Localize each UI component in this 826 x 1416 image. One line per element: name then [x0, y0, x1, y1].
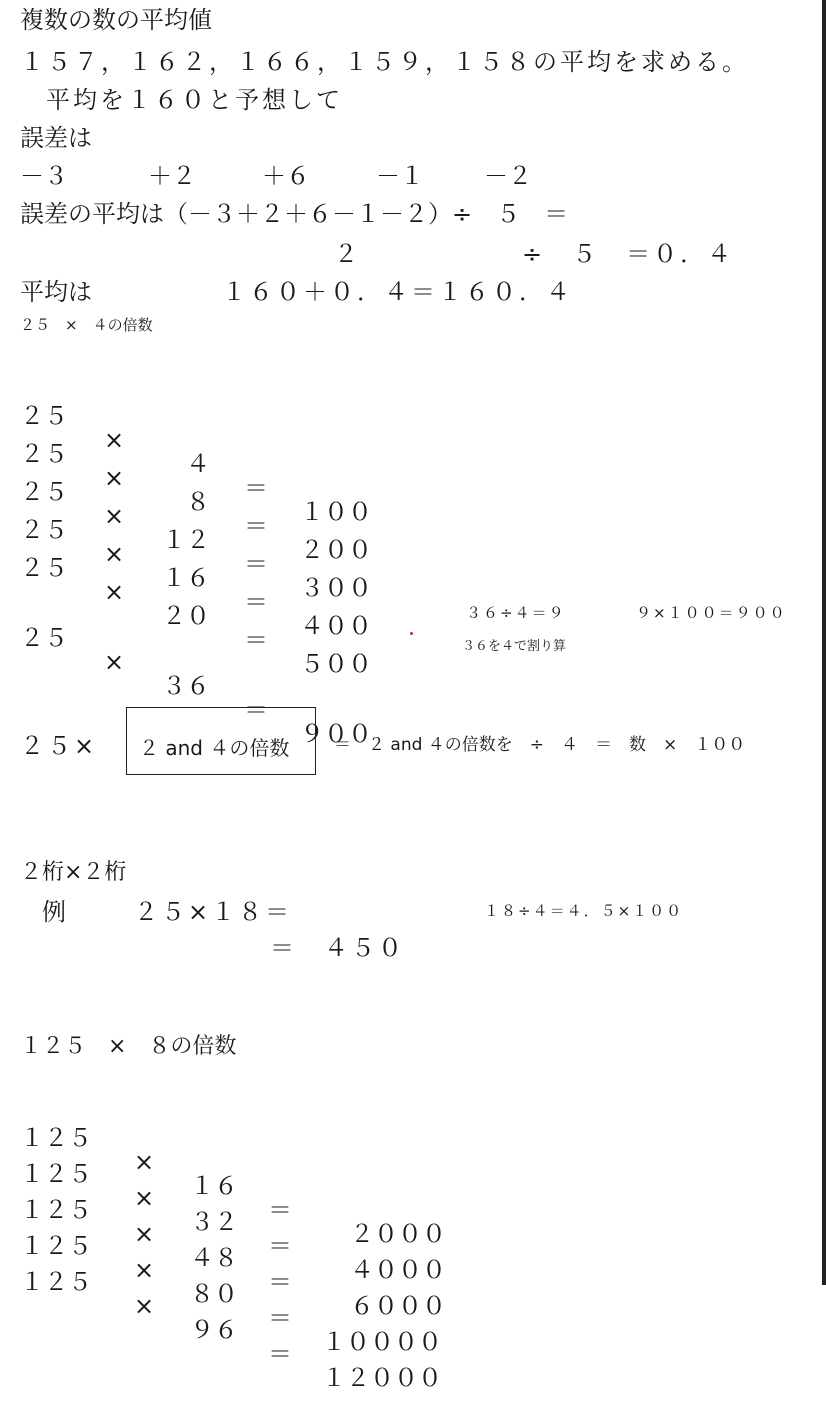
row-operand-b: ４８ — [190, 1244, 238, 1272]
section4-heading: １２５ × ８の倍数 — [20, 1034, 237, 1059]
ink-mark — [410, 632, 413, 635]
row-equals: ＝ — [244, 474, 268, 502]
row-equals: ＝ — [268, 1232, 292, 1260]
example-note: １８÷４＝４．５×１００ — [484, 902, 684, 920]
rule-prefix: ２５× — [20, 732, 98, 760]
row-operand-b: ８０ — [190, 1280, 238, 1308]
row-operator: × — [104, 578, 125, 606]
rule-box — [126, 707, 316, 775]
row-equals: ＝ — [244, 626, 268, 654]
row-operand-a: ２５ — [20, 554, 68, 582]
note-multiply: ９×１００＝９００ — [636, 604, 787, 622]
row-operator: × — [134, 1256, 155, 1284]
row-operator: × — [134, 1184, 155, 1212]
row-operator: × — [134, 1148, 155, 1176]
avg-error-result: ÷ ５ ＝０．４ — [522, 240, 735, 268]
row-operator: × — [104, 648, 125, 676]
row-operator: × — [104, 502, 125, 530]
row-operand-b: ４ — [186, 450, 210, 478]
row-result: ２０００ — [350, 1220, 446, 1248]
row-result: １００００ — [322, 1328, 442, 1356]
row-operand-a: ２５ — [20, 402, 68, 430]
row-operand-a: １２５ — [20, 1160, 92, 1188]
avg-error-sum: ２ — [334, 240, 358, 268]
row-operand-a: ２５ — [20, 624, 68, 652]
mean-calc: １６０＋０．４＝１６０．４ — [222, 278, 573, 306]
row-equals: ＝ — [268, 1196, 292, 1224]
row-operator: × — [104, 464, 125, 492]
row-result: １００ — [300, 498, 372, 526]
row-operand-a: １２５ — [20, 1268, 92, 1296]
row-operand-b: ８ — [186, 488, 210, 516]
row-operand-b: ９６ — [190, 1316, 238, 1344]
row-result: ９００ — [300, 720, 372, 748]
row-operand-b: １６ — [190, 1172, 238, 1200]
page-edge — [822, 0, 826, 1285]
row-result: ４０００ — [350, 1256, 446, 1284]
row-operator: × — [134, 1220, 155, 1248]
row-result: ４００ — [300, 612, 372, 640]
error-value: －１ — [376, 162, 424, 190]
row-operator: × — [134, 1292, 155, 1320]
row-equals: ＝ — [244, 696, 268, 724]
error-value: －３ — [20, 162, 68, 190]
row-operand-a: ２５ — [20, 440, 68, 468]
row-operator: × — [104, 426, 125, 454]
mean-label: 平均は — [20, 278, 92, 306]
row-result: １２０００ — [322, 1364, 442, 1392]
row-operand-a: １２５ — [20, 1232, 92, 1260]
section1-assume: 平均を１６０と予想して — [46, 86, 343, 114]
section1-title: 複数の数の平均値 — [20, 6, 212, 34]
note-explanation: ３６を４で割り算 — [462, 639, 567, 654]
example-result: ＝ ４５０ — [270, 934, 405, 962]
section1-problem: １５７，１６２，１６６，１５９，１５８の平均を求める。 — [20, 48, 749, 76]
row-equals: ＝ — [268, 1340, 292, 1368]
row-equals: ＝ — [268, 1304, 292, 1332]
table-row — [0, 380, 420, 526]
error-value: －２ — [484, 162, 532, 190]
row-result: ５００ — [300, 650, 372, 678]
row-operand-a: １２５ — [20, 1196, 92, 1224]
example-expression: ２５×１８＝ — [134, 898, 293, 926]
row-equals: ＝ — [244, 550, 268, 578]
example-label: 例 — [42, 898, 66, 926]
row-operand-b: ３２ — [190, 1208, 238, 1236]
row-operand-b: ２０ — [162, 602, 210, 630]
row-equals: ＝ — [244, 512, 268, 540]
row-result: ２００ — [300, 536, 372, 564]
row-equals: ＝ — [244, 588, 268, 616]
avg-error-line: 誤差の平均は（－３＋２＋６－１－２）÷ ５ ＝ — [20, 200, 569, 228]
row-operand-a: １２５ — [20, 1124, 92, 1152]
section1-error-label: 誤差は — [20, 124, 92, 152]
row-operand-b: ３６ — [162, 672, 210, 700]
error-value: ＋６ — [262, 162, 310, 190]
row-equals: ＝ — [268, 1268, 292, 1296]
note-division: ３６÷４＝９ — [466, 604, 566, 622]
row-result: ３００ — [300, 574, 372, 602]
row-operand-a: ２５ — [20, 478, 68, 506]
error-value: ＋２ — [148, 162, 196, 190]
row-operand-a: ２５ — [20, 516, 68, 544]
rule-box-text: ２ and ４の倍数 — [139, 736, 290, 760]
row-operand-b: １２ — [162, 526, 210, 554]
row-result: ６０００ — [350, 1292, 446, 1320]
section3-heading: ２桁×２桁 — [20, 860, 127, 885]
rule-suffix: ＝ ２ and ４の倍数を ÷ ４ ＝ 数 × １００ — [334, 735, 746, 755]
row-operand-b: １６ — [162, 564, 210, 592]
row-operator: × — [104, 540, 125, 568]
section2-heading: ２５ × ４の倍数 — [20, 316, 153, 334]
